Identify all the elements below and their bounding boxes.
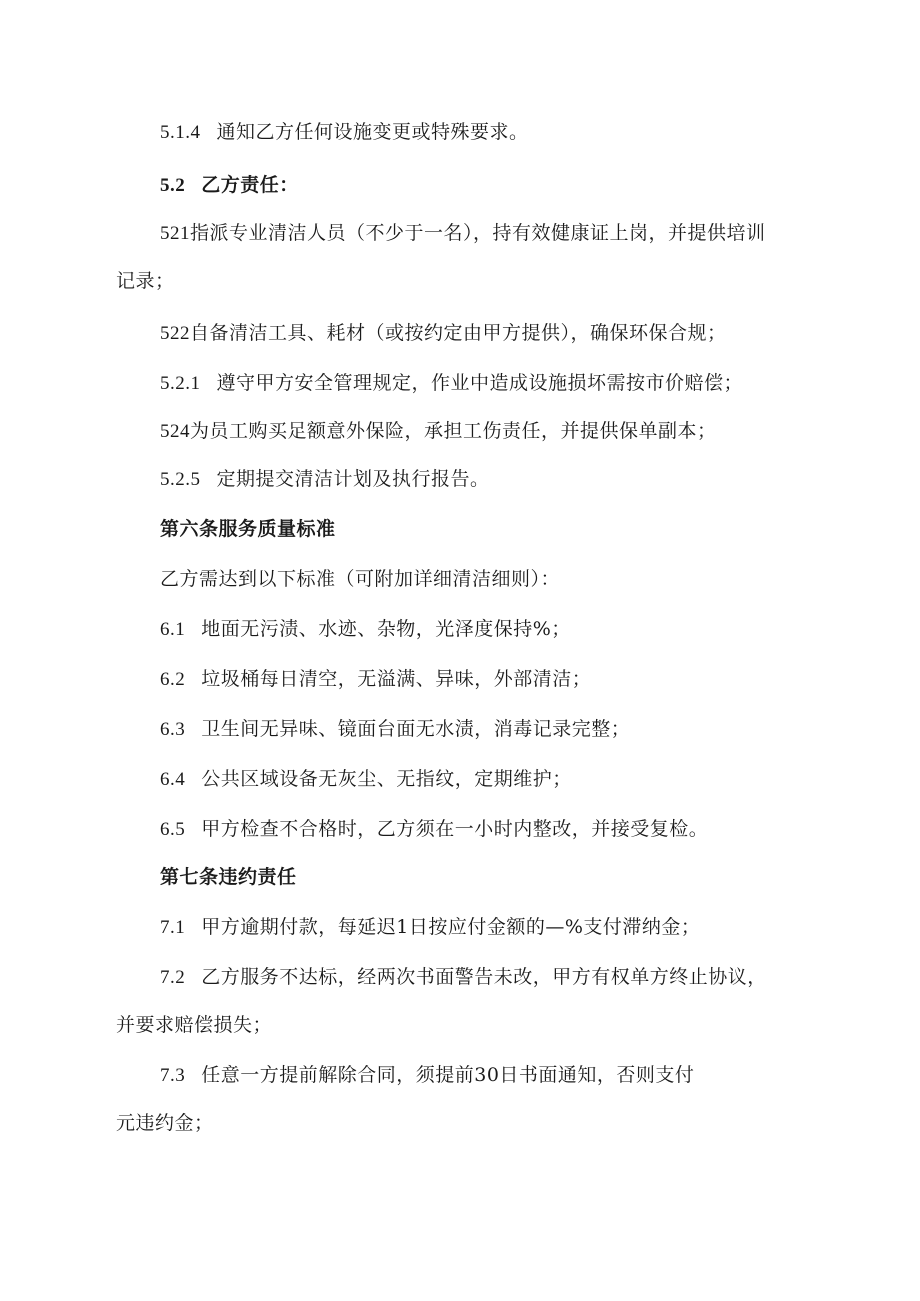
clause-7-3 (160, 1062, 694, 1089)
clause-text: 公共区域设备无灰尘、无指纹，定期维护； (201, 768, 572, 790)
clause-number: 6.3 (160, 719, 186, 740)
clause-text: 卫生间无异味、镜面台面无水渍，消毒记录完整； (201, 718, 631, 740)
clause-number: 7.3 (160, 1065, 186, 1086)
clause-6-2 (160, 666, 591, 693)
clause-text: 并要求赔偿损失； (116, 1014, 273, 1036)
clause-5-2-5 (160, 466, 490, 493)
clause-7-1 (160, 914, 700, 941)
section-number: 5.2 (160, 175, 186, 196)
clause-number: 5.2.1 (160, 373, 201, 394)
article-6-heading (160, 516, 336, 542)
clause-number: 5.1.4 (160, 122, 201, 143)
clause-6-3 (160, 716, 630, 743)
clause-524 (160, 418, 717, 445)
clause-text: 定期提交清洁计划及执行报告。 (216, 468, 490, 490)
clause-text: 记录； (116, 270, 175, 292)
clause-text: 指派专业清洁人员（不少于一名），持有效健康证上岗，并提供培训 (190, 222, 766, 244)
clause-number: 522 (160, 323, 190, 344)
clause-number: 6.1 (160, 619, 186, 640)
clause-number: 524 (160, 421, 190, 442)
clause-521-continuation (116, 268, 175, 294)
clause-7-3-continuation (116, 1110, 214, 1136)
clause-text: 自备清洁工具、耗材（或按约定由甲方提供），确保环保合规； (190, 322, 727, 344)
section-5-2-heading (160, 172, 299, 199)
article-6-intro (160, 566, 560, 592)
clause-number: 6.4 (160, 769, 186, 790)
clause-text: 甲方检查不合格时，乙方须在一小时内整改，并接受复检。 (201, 818, 709, 840)
article-7-heading (160, 864, 297, 890)
clause-number: 521 (160, 223, 190, 244)
clause-text: 为员工购买足额意外保险，承担工伤责任，并提供保单副本； (190, 420, 717, 442)
clause-6-5 (160, 816, 708, 843)
clause-text: 地面无污渍、水迹、杂物，光泽度保持%； (201, 618, 571, 640)
clause-5-2-1 (160, 370, 743, 397)
clause-522 (160, 320, 727, 347)
clause-5-1-4 (160, 119, 529, 146)
article-title: 第七条违约责任 (160, 866, 297, 888)
clause-number: 7.1 (160, 917, 186, 938)
clause-521 (160, 220, 766, 247)
clause-number: 5.2.5 (160, 469, 201, 490)
clause-number: 6.2 (160, 669, 186, 690)
clause-text: 任意一方提前解除合同，须提前30日书面通知，否则支付 (201, 1064, 695, 1086)
clause-6-1 (160, 616, 571, 643)
clause-text: 遵守甲方安全管理规定，作业中造成设施损坏需按市价赔偿； (216, 372, 744, 394)
clause-number: 7.2 (160, 967, 186, 988)
clause-7-2 (160, 964, 767, 991)
section-title: 乙方责任： (201, 174, 299, 196)
article-title: 第六条服务质量标准 (160, 518, 336, 540)
clause-number: 6.5 (160, 819, 186, 840)
clause-text: 甲方逾期付款，每延迟1日按应付金额的—%支付滞纳金； (201, 916, 701, 938)
clause-text: 通知乙方任何设施变更或特殊要求。 (216, 121, 529, 143)
clause-text: 元违约金； (116, 1112, 214, 1134)
clause-text: 垃圾桶每日清空，无溢满、异味，外部清洁； (201, 668, 592, 690)
paragraph-text: 乙方需达到以下标准（可附加详细清洁细则）： (160, 568, 561, 590)
clause-text: 乙方服务不达标，经两次书面警告未改，甲方有权单方终止协议， (201, 966, 767, 988)
clause-6-4 (160, 766, 572, 793)
clause-7-2-continuation (116, 1012, 272, 1038)
